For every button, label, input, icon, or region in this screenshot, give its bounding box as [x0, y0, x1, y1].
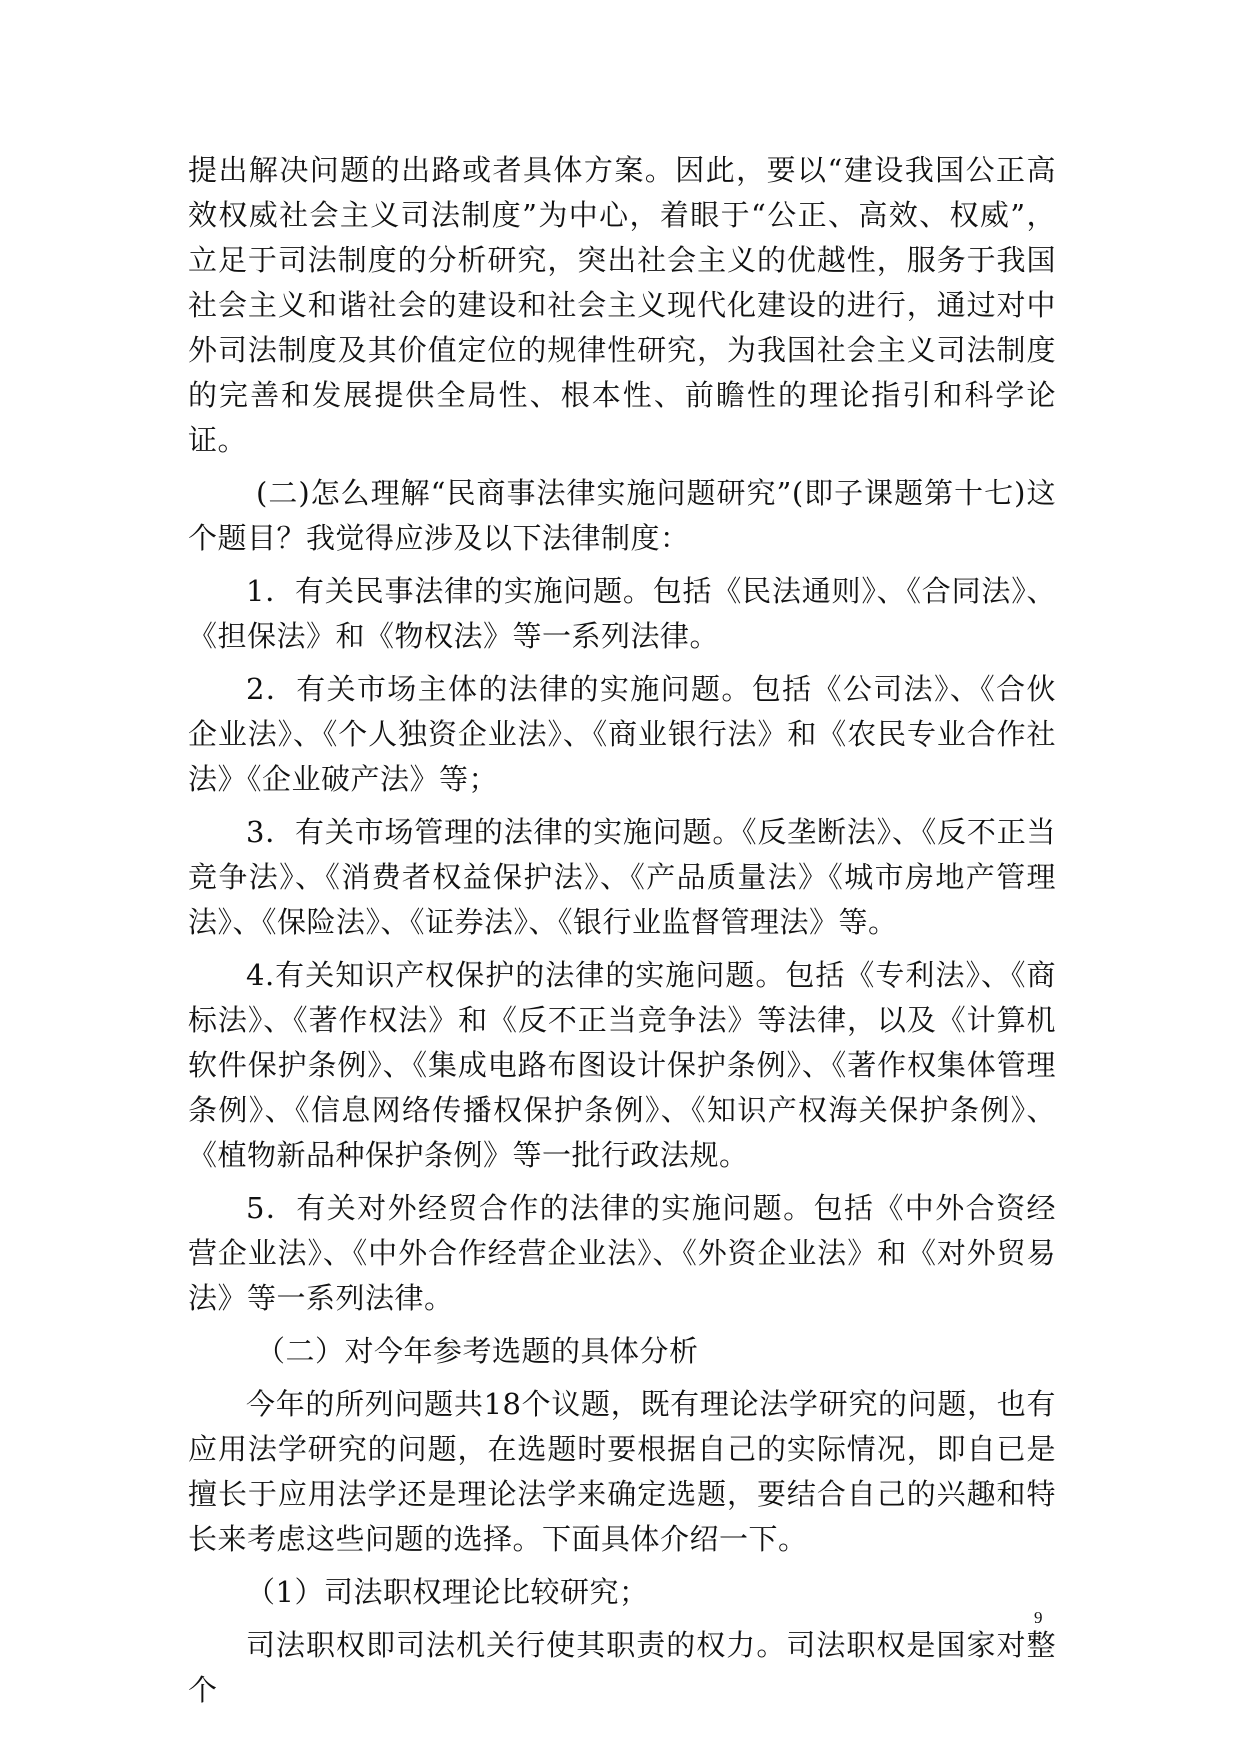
- subheading-judicial-power: （1）司法职权理论比较研究；: [246, 1575, 649, 1609]
- paragraph-topic-overview: 今年的所列问题共18个议题，既有理论法学研究的问题，也有应用法学研究的问题，在选题时要根据自己的实际情况，即自已是擅长于应用法学还是理论法学来确定选题，要结合自己的兴趣和特长来考虑这些问题的选择。下面具体介绍一下。: [188, 1387, 1056, 1556]
- list-item-foreign-trade: 5．有关对外经贸合作的法律的实施问题。包括《中外合资经营企业法》、《中外合作经营企业法》、《外资企业法》和《对外贸易法》等一系列法律。: [188, 1191, 1056, 1315]
- paragraph-intro-continuation: 提出解决问题的出路或者具体方案。因此，要以“建设我国公正高效权威社会主义司法制度”为中心，着眼于“公正、高效、权威”，立足于司法制度的分析研究，突出社会主义的优越性，服务于我国社会主义和谐社会的建设和社会主义现代化建设的进行，通过对中外司法制度及其价值定位的规律性研究，为我国社会主义司法制度的完善和发展提供全局性、根本性、前瞻性的理论指引和科学论证。: [188, 153, 1056, 457]
- list-item-ip-protection: 4.有关知识产权保护的法律的实施问题。包括《专利法》、《商标法》、《著作权法》和《反不正当竞争法》等法律，以及《计算机软件保护条例》、《集成电路布图设计保护条例》、《著作权集体管理条例》、《信息网络传播权保护条例》、《知识产权海关保护条例》、《植物新品种保护条例》等一批行政法规。: [188, 958, 1056, 1172]
- list-item-market-entities: 2．有关市场主体的法律的实施问题。包括《公司法》、《合伙企业法》、《个人独资企业法》、《商业银行法》和《农民专业合作社法》《企业破产法》等；: [188, 672, 1056, 796]
- document-body: [188, 148, 1056, 1713]
- page-number: 9: [1034, 1608, 1043, 1627]
- section-heading-topic-analysis: （二）对今年参考选题的具体分析: [256, 1334, 699, 1368]
- list-item-market-management: 3．有关市场管理的法律的实施问题。《反垄断法》、《反不正当竞争法》、《消费者权益保护法》、《产品质量法》《城市房地产管理法》、《保险法》、《证券法》、《银行业监督管理法》等。: [188, 815, 1056, 939]
- section-heading-civil-commercial: (二)怎么理解“民商事法律实施问题研究”(即子课题第十七)这个题目？我觉得应涉及以下法律制度：: [188, 476, 1056, 555]
- list-item-civil-law: 1．有关民事法律的实施问题。包括《民法通则》、《合同法》、《担保法》和《物权法》等一系列法律。: [188, 574, 1056, 653]
- paragraph-judicial-power-definition: 司法职权即司法机关行使其职责的权力。司法职权是国家对整个: [188, 1628, 1056, 1707]
